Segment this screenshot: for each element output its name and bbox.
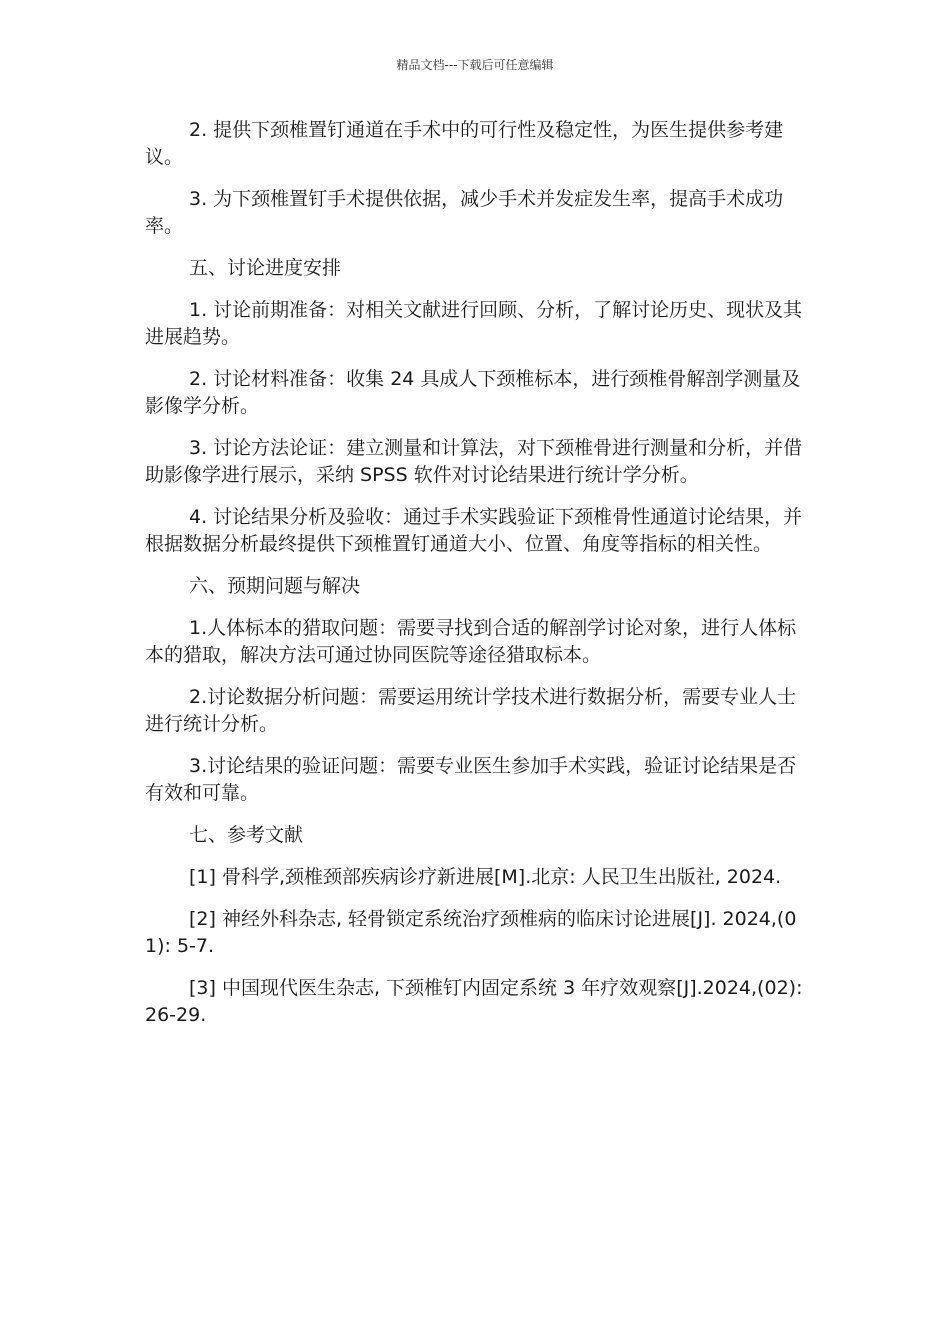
page-header: 精品文档---下载后可任意编辑	[396, 58, 554, 72]
section-heading-schedule: 五、讨论进度安排	[189, 257, 342, 279]
section-heading-references: 七、参考文献	[189, 824, 304, 846]
problem-item-2: 2.讨论数据分析问题：需要运用统计学技术进行数据分析，需要专业人士进行统计分析。	[145, 686, 797, 735]
reference-item-3: [3] 中国现代医生杂志, 下颈椎钉内固定系统 3 年疗效观察[J].2024,(02): 26-29.	[145, 977, 803, 1026]
section-heading-problems: 六、预期问题与解决	[189, 575, 361, 597]
schedule-item-1: 1. 讨论前期准备：对相关文献进行回顾、分析，了解讨论历史、现状及其进展趋势。	[145, 299, 803, 348]
schedule-item-2: 2. 讨论材料准备：收集 24 具成人下颈椎标本，进行颈椎骨解剖学测量及影像学分析。	[145, 368, 801, 417]
reference-item-1: [1] 骨科学,颈椎颈部疾病诊疗新进展[M].北京: 人民卫生出版社, 2024.	[189, 866, 782, 888]
document-body	[145, 117, 810, 1044]
schedule-item-4: 4. 讨论结果分析及验收：通过手术实践验证下颈椎骨性通道讨论结果，并根据数据分析最终提供下颈椎置钉通道大小、位置、角度等指标的相关性。	[145, 506, 803, 555]
reference-item-2: [2] 神经外科杂志, 轻骨锁定系统治疗颈椎病的临床讨论进展[J]. 2024,(01): 5-7.	[145, 908, 797, 957]
goal-item-2: 2. 提供下颈椎置钉通道在手术中的可行性及稳定性，为医生提供参考建议。	[145, 119, 784, 168]
problem-item-1: 1.人体标本的猎取问题：需要寻找到合适的解剖学讨论对象，进行人体标本的猎取，解决方法可通过协同医院等途径猎取标本。	[145, 617, 797, 666]
goal-item-3: 3. 为下颈椎置钉手术提供依据，减少手术并发症发生率，提高手术成功率。	[145, 188, 784, 237]
schedule-item-3: 3. 讨论方法论证：建立测量和计算法，对下颈椎骨进行测量和分析，并借助影像学进行展示，采纳 SPSS 软件对讨论结果进行统计学分析。	[145, 437, 803, 486]
problem-item-3: 3.讨论结果的验证问题：需要专业医生参加手术实践，验证讨论结果是否有效和可靠。	[145, 755, 797, 804]
